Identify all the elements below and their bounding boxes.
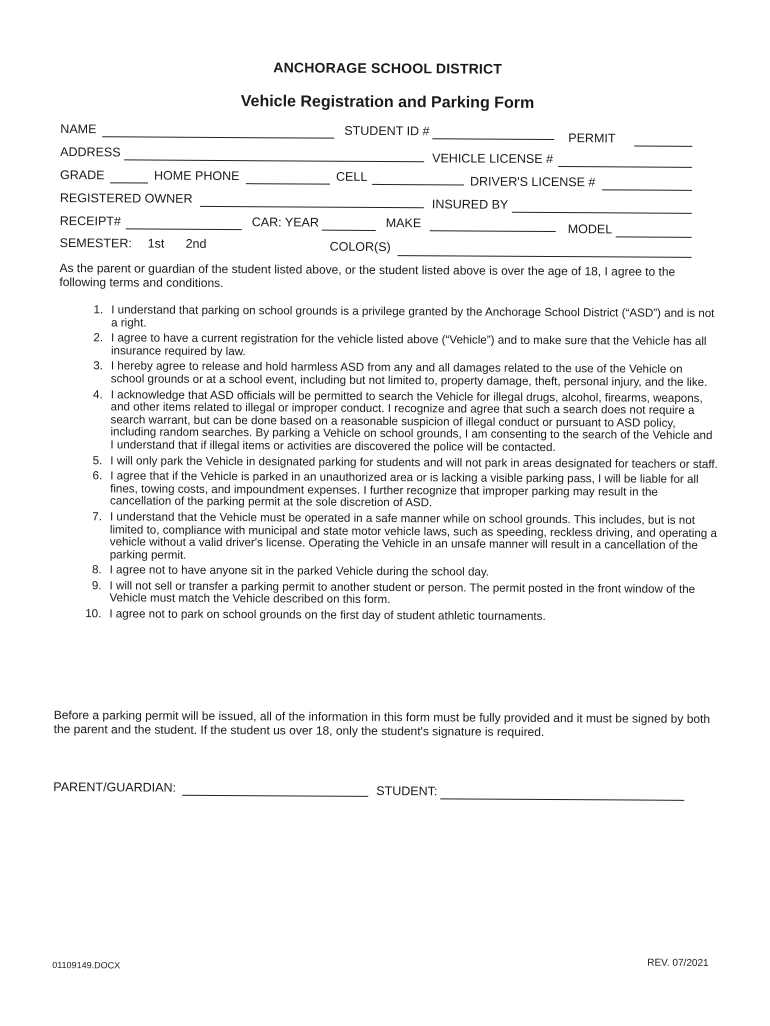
field-row-vehicle	[60, 214, 720, 238]
vehicle-license-label: VEHICLE LICENSE #	[432, 151, 554, 167]
address-field[interactable]	[124, 159, 424, 162]
term-text: I acknowledge that ASD officials will be permitted to search the Vehicle for illegal drugs, alcohol, firearms, weapons, and other items related to illegal or improper conduct. I recognize and agree that such a search does not require a search warrant, but can be done based on a reasonable suspicion of illegal conduct or pursuant to ASD policy, including random searches. By parking a Vehicle on school grounds, I am consenting to the search of the Vehicle and I understand that if illegal items or activities are discovered the police will be contacted.	[110, 387, 713, 454]
term-item	[58, 564, 718, 581]
insured-by-label: INSURED BY	[431, 197, 509, 212]
name-field[interactable]	[102, 136, 334, 138]
permit-label: PERMIT	[568, 131, 616, 146]
term-text: I understand that parking on school grounds is a privilege granted by the Anchorage School District (“ASD”) and is not a right.	[111, 303, 715, 330]
home-phone-field[interactable]	[246, 183, 330, 185]
term-item	[59, 332, 719, 361]
document-id: 01109149.DOCX	[52, 959, 121, 971]
term-number: 9.	[91, 579, 102, 593]
term-number: 6.	[92, 469, 103, 483]
receipt-label: RECEIPT#	[59, 214, 121, 229]
revision-date: REV. 07/2021	[647, 957, 709, 969]
term-number: 10.	[85, 607, 102, 621]
make-field[interactable]	[430, 230, 556, 232]
district-title: ANCHORAGE SCHOOL DISTRICT	[273, 59, 503, 77]
model-field[interactable]	[616, 236, 692, 237]
field-row-grade	[60, 168, 720, 192]
term-text: I agree not to have anyone sit in the parked Vehicle during the school day.	[109, 563, 490, 579]
field-row-semester	[60, 236, 720, 260]
terms-list	[57, 304, 719, 628]
outro-paragraph: Before a parking permit will be issued, all of the information in this form must be fully provided and it must be signed by both the parent and the student. If the student us over 18, only the student's signature is required.	[53, 707, 711, 739]
field-row-address	[60, 145, 720, 169]
color-label: COLOR(S)	[329, 239, 391, 255]
term-item	[57, 580, 717, 609]
color-field[interactable]	[398, 255, 692, 258]
term-item	[57, 608, 717, 625]
cell-label: CELL	[336, 169, 368, 184]
grade-label: GRADE	[60, 168, 105, 183]
insured-by-field[interactable]	[512, 212, 692, 214]
form-title: Vehicle Registration and Parking Form	[240, 93, 535, 112]
term-item	[59, 304, 719, 333]
term-number: 2.	[93, 331, 104, 345]
term-text: I hereby agree to release and hold harmless ASD from any and all damages related to the use of the Vehicle on school grounds or at a school event, including but not limited to, property damage, theft, personal injury, and the like.	[110, 359, 708, 389]
receipt-field[interactable]	[126, 228, 242, 230]
drivers-license-label: DRIVER'S LICENSE #	[469, 174, 596, 190]
semester-1st-option[interactable]: 1st	[147, 236, 165, 251]
cell-field[interactable]	[372, 184, 464, 186]
term-text: I understand that the Vehicle must be operated in a safe manner while on school grounds. This includes, but is not limited to, compliance with municipal and state motor vehicle laws, such as speeding, reckless driving, and operating a vehicle without a valid driver's license. Operating the Vehicle in an unsafe manner will result in a cancellation of the parking permit.	[109, 510, 717, 562]
term-item	[58, 455, 718, 472]
term-text: I agree that if the Vehicle is parked in an unauthorized area or is lacking a visible parking pass, I will be liable for all fines, towing costs, and impoundment expenses. I further recognize that improper parking may result in the cancellation of the parking permit at the sole discretion of ASD.	[110, 469, 699, 510]
term-item	[59, 360, 719, 389]
term-text: I will only park the Vehicle in designated parking for students and will not park in areas designated for teachers or staff.	[110, 453, 718, 471]
address-label: ADDRESS	[60, 145, 121, 160]
field-row-name	[60, 122, 720, 146]
term-number: 4.	[93, 387, 103, 401]
term-item	[58, 470, 718, 512]
semester-2nd-option[interactable]: 2nd	[185, 236, 207, 251]
student-id-field[interactable]	[432, 138, 554, 140]
parent-signature-field[interactable]	[182, 795, 368, 797]
car-year-label: CAR: YEAR	[251, 215, 319, 230]
permit-field[interactable]	[634, 146, 692, 147]
term-number: 8.	[91, 563, 102, 577]
term-item	[58, 511, 718, 565]
drivers-license-field[interactable]	[602, 189, 692, 191]
parent-signature-label: PARENT/GUARDIAN:	[53, 779, 177, 795]
name-label: NAME	[60, 122, 97, 137]
model-label: MODEL	[567, 222, 613, 237]
field-row-owner	[60, 191, 720, 215]
term-number: 5.	[92, 453, 103, 467]
home-phone-label: HOME PHONE	[154, 168, 240, 184]
term-text: I agree to have a current registration for the vehicle listed above (“Vehicle”) and to make sure that the Vehicle has all insurance required by law.	[110, 331, 707, 358]
term-text: I will not sell or transfer a parking permit to another student or person. The permit posted in the front window of the Vehicle must match the Vehicle described on this form.	[109, 579, 696, 607]
term-number: 7.	[92, 510, 103, 524]
registered-owner-label: REGISTERED OWNER	[59, 191, 193, 206]
student-id-label: STUDENT ID #	[344, 123, 430, 139]
student-signature-label: STUDENT:	[376, 783, 438, 799]
semester-label: SEMESTER:	[59, 236, 132, 251]
registered-owner-field[interactable]	[200, 206, 424, 208]
make-label: MAKE	[385, 215, 422, 231]
term-number: 1.	[93, 303, 104, 317]
car-year-field[interactable]	[322, 230, 376, 231]
intro-paragraph: As the parent or guardian of the student listed above, or the student listed above is over the age of 18, I agree to the following terms and conditions.	[59, 261, 676, 291]
term-text: I agree not to park on school grounds on the first day of student athletic tournaments.	[109, 607, 546, 624]
term-number: 3.	[93, 359, 103, 373]
vehicle-license-field[interactable]	[558, 166, 692, 168]
student-signature-field[interactable]	[440, 798, 684, 800]
term-item	[58, 389, 718, 456]
grade-field[interactable]	[110, 182, 148, 183]
